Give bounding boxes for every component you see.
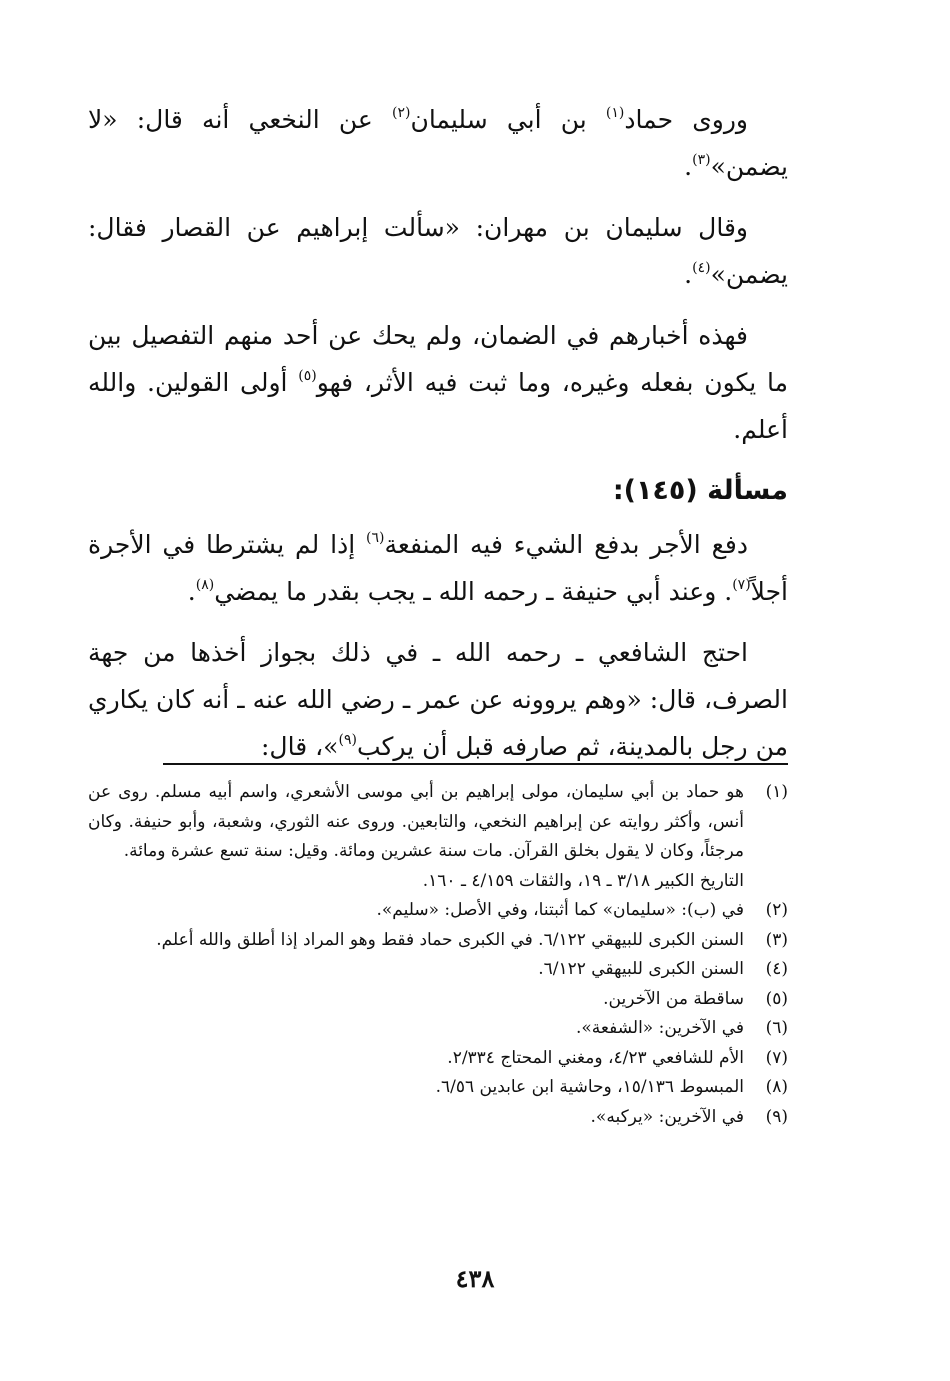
text-run: احتج الشافعي ـ رحمه الله ـ في ذلك بجواز أخذها من جهة الصرف، قال: «وهم يروونه عن عمر ـ رضي الله عنه ـ أنه كان يكاري من رجل بالمدينة، ثم صارفه قبل أن يركب: [88, 638, 788, 761]
footnote-9: [88, 1103, 788, 1133]
paragraph-2: [88, 204, 788, 298]
footnote-ref-8[interactable]: (٨): [195, 577, 215, 593]
footnote-text: المبسوط ١٥/١٣٦، وحاشية ابن عابدين ٦/٥٦.: [435, 1077, 744, 1097]
footnote-ref-1[interactable]: (١): [605, 105, 625, 121]
footnote-5: [88, 985, 788, 1015]
text-run: وقال سليمان بن مهران: «سألت إبراهيم عن القصار فقال: يضمن»: [88, 213, 788, 289]
paragraph-1: [88, 96, 788, 190]
footnote-ref-5[interactable]: (٥): [298, 368, 317, 384]
footnote-ref-2[interactable]: (٢): [391, 105, 411, 121]
footnote-4: [88, 955, 788, 985]
text-run: .: [684, 260, 693, 289]
footnote-1: [88, 778, 788, 896]
footnote-number: (٨): [765, 1077, 788, 1097]
footnote-8: [88, 1073, 788, 1103]
footnote-number: (١): [765, 782, 788, 802]
text-run: بن أبي سليمان: [410, 105, 606, 134]
footnote-text: السنن الكبرى للبيهقي ٦/١٢٢. في الكبرى حماد فقط وهو المراد إذا أطلق والله أعلم.: [156, 929, 744, 950]
page-number: ٤٣٨: [455, 1264, 495, 1293]
footnote-text: ساقطة من الآخرين.: [603, 988, 744, 1009]
footnote-text: في الآخرين: «يركبه».: [590, 1106, 744, 1127]
text-run: .: [684, 152, 693, 181]
footnotes: [88, 778, 788, 1132]
footnote-6: [88, 1014, 788, 1044]
text-run: وروى حماد: [624, 105, 748, 134]
footnote-2: [88, 896, 788, 926]
footnote-7: [88, 1044, 788, 1074]
footnote-number: (٣): [765, 929, 788, 950]
footnote-ref-9[interactable]: (٩): [338, 732, 357, 748]
footnote-separator: [163, 763, 788, 765]
footnote-text: في (ب): «سليمان» كما أثبتنا، وفي الأصل: «سليم».: [376, 900, 744, 920]
footnote-ref-4[interactable]: (٤): [692, 260, 711, 276]
footnote-number: (٦): [765, 1018, 788, 1038]
footnote-line: التاريخ الكبير ٣/١٨ ـ ١٩، والثقات ٤/١٥٩ ـ ١٦٠.: [422, 870, 744, 891]
text-run: إذا لم يشترطا في الأجرة أجلاً: [88, 530, 788, 606]
footnote-ref-6[interactable]: (٦): [366, 530, 385, 546]
footnote-number: (٤): [765, 959, 788, 979]
footnote-number: (٩): [765, 1106, 788, 1127]
footnote-number: (٧): [765, 1047, 788, 1068]
footnote-number: (٢): [765, 900, 788, 920]
footnote-line: هو حماد بن أبي سليمان، مولى إبراهيم بن أبي موسى الأشعري، واسم أبيه مسلم. روى عن أنس، وأكثر روايته عن إبراهيم النخعي، والتابعين. وروى عنه الثوري، وشعبة، وأبو حنيفة. وكان مرجئاً، وكان لا يقول بخلق القرآن. مات سنة عشرين ومائة. وقيل: سنة تسع عشرة ومائة.: [88, 782, 744, 861]
footnote-text: [88, 778, 744, 896]
text-run: فهذه أخبارهم في الضمان، ولم يحك عن أحد منهم التفصيل بين ما يكون بفعله وغيره، وما ثبت فيه الأثر، فهو: [88, 321, 788, 397]
text-run: .: [187, 577, 196, 606]
main-text: [88, 96, 788, 784]
footnote-ref-7[interactable]: (٧): [732, 577, 751, 593]
footnote-number: (٥): [765, 988, 788, 1009]
text-run: عن النخعي أنه قال: «لا يضمن»: [88, 105, 788, 181]
text-run: أولى القولين. والله أعلم.: [88, 368, 788, 444]
paragraph-5: [88, 629, 788, 770]
section-heading: مسألة (١٤٥):: [612, 475, 788, 506]
paragraph-3: [88, 312, 788, 453]
text-run: دفع الأجر بدفع الشيء فيه المنفعة: [384, 530, 748, 559]
footnote-text: السنن الكبرى للبيهقي ٦/١٢٢.: [538, 959, 744, 979]
text-run: . وعند أبي حنيفة ـ رحمه الله ـ يجب بقدر ما يمضي: [214, 577, 733, 606]
text-run: »، قال:: [261, 732, 339, 761]
footnote-text: في الآخرين: «الشفعة».: [576, 1018, 744, 1038]
paragraph-4: [88, 521, 788, 615]
footnote-text: الأم للشافعي ٤/٢٣، ومغني المحتاج ٢/٣٣٤.: [447, 1047, 744, 1068]
footnote-3: [88, 926, 788, 956]
footnote-ref-3[interactable]: (٣): [692, 152, 711, 168]
